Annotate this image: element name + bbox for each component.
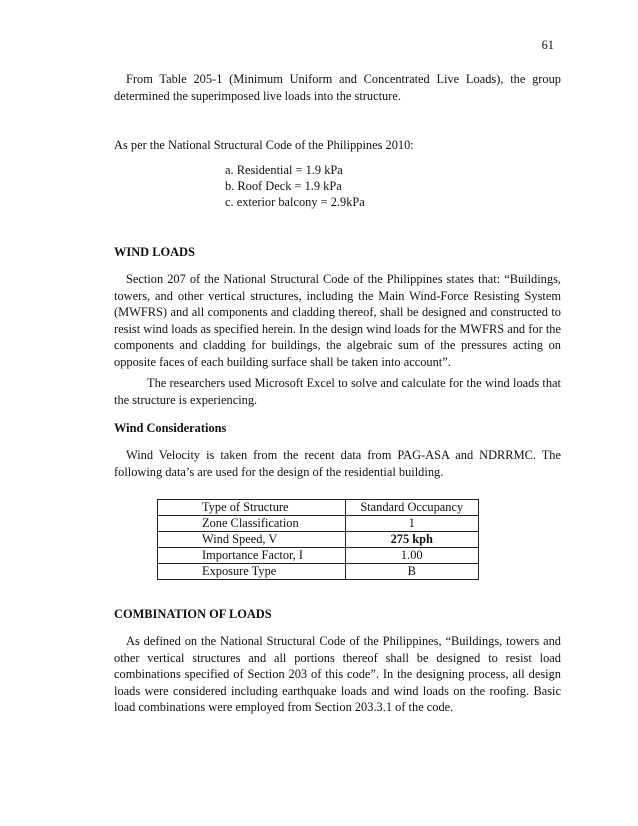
page-number: 61 — [541, 38, 554, 52]
table-cell-value: 275 kph — [345, 532, 478, 548]
table-row — [158, 548, 479, 564]
wind-data-table — [157, 499, 479, 580]
table-row — [158, 564, 479, 580]
wind-considerations-heading: Wind Considerations — [114, 421, 227, 435]
table-cell-value: 1 — [345, 516, 478, 532]
table-cell-label: Importance Factor, I — [158, 548, 346, 564]
table-cell-label: Type of Structure — [158, 500, 346, 516]
table-row — [158, 500, 479, 516]
table-cell-label: Wind Speed, V — [158, 532, 346, 548]
table-cell-value: B — [345, 564, 478, 580]
combination-heading: COMBINATION OF LOADS — [114, 607, 272, 621]
wind-loads-heading: WIND LOADS — [114, 245, 195, 259]
table-cell-value: Standard Occupancy — [345, 500, 478, 516]
list-item: c. exterior balcony = 2.9kPa — [225, 195, 365, 209]
wind-velocity-paragraph: Wind Velocity is taken from the recent data from PAG-ASA and NDRRMC. The following data’s are used for the design of the residential building. — [114, 448, 561, 479]
table-cell-label: Exposure Type — [158, 564, 346, 580]
excel-paragraph: The researchers used Microsoft Excel to solve and calculate for the wind loads that the structure is experiencing. — [114, 376, 561, 407]
table-row — [158, 516, 479, 532]
combination-paragraph: As defined on the National Structural Code of the Philippines, “Buildings, towers and other vertical structures and all portions thereof shall be designed to resist load combinations specified of Section 203 of this code”. In the designing process, all design loads were considered including earthquake loads and wind loads on the roofing. Basic load combinations were employed from Section 203.3.1 of the code. — [114, 634, 561, 714]
table-cell-label: Zone Classification — [158, 516, 346, 532]
wind-section-paragraph: Section 207 of the National Structural Code of the Philippines states that: “Buildings, towers, and other vertical structures, including the Main Wind-Force Resisting System (MWFRS) and all components and cladding thereof, shall be designed and constructed to resist wind loads as specified herein. In the design wind loads for the MWFRS and for the components and cladding for buildings, the algebraic sum of the pressures acting on opposite faces of each building surface shall be taken into account”. — [114, 272, 561, 369]
nscp-intro-paragraph: As per the National Structural Code of the Philippines 2010: — [114, 138, 414, 152]
table-row — [158, 532, 479, 548]
live-loads-paragraph: From Table 205-1 (Minimum Uniform and Concentrated Live Loads), the group determined the superimposed live loads into the structure. — [114, 72, 561, 103]
list-item: b. Roof Deck = 1.9 kPa — [225, 179, 342, 193]
table-cell-value: 1.00 — [345, 548, 478, 564]
live-load-list — [225, 162, 365, 210]
list-item: a. Residential = 1.9 kPa — [225, 163, 343, 177]
